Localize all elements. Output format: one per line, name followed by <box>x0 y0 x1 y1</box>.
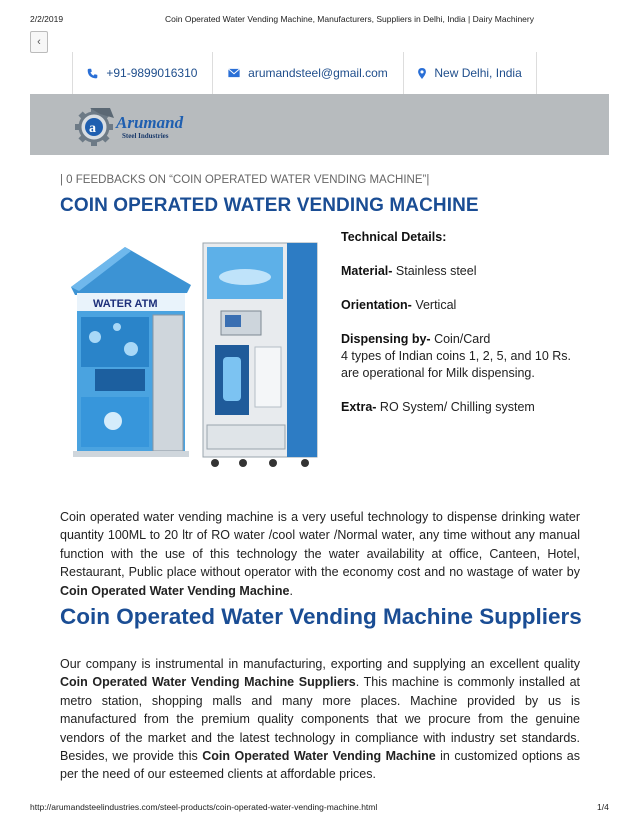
water-atm-kiosk <box>71 247 191 457</box>
dispensing-row: Dispensing by- Coin/Card 4 types of Indian coins 1, 2, 5, and 10 Rs. are operational for Milk dispensing. <box>341 332 572 380</box>
orientation-row: Orientation- Vertical <box>341 298 457 312</box>
logo-sub-text: Steel Industries <box>122 132 169 140</box>
chevron-left-icon: ‹ <box>37 36 41 48</box>
phone-number: +91-9899016310 <box>106 66 198 80</box>
contact-bar <box>72 52 537 94</box>
logo-brand-text: Arumand <box>116 113 184 132</box>
site-logo[interactable] <box>70 100 200 150</box>
tech-heading: Technical Details: <box>341 230 447 244</box>
phone-icon <box>87 68 98 79</box>
product-image <box>65 237 325 477</box>
water-atm-label: WATER ATM <box>93 298 158 310</box>
steel-vending-machine <box>203 243 317 467</box>
print-doc-title: Coin Operated Water Vending Machine, Manufacturers, Suppliers in Delhi, India | Dairy Machinery <box>165 14 534 24</box>
envelope-icon <box>228 68 240 78</box>
gear-logo-icon <box>70 100 200 150</box>
print-page-number: 1/4 <box>597 802 609 812</box>
back-button[interactable] <box>30 31 48 53</box>
svg-text:a: a <box>89 121 96 136</box>
location-text: New Delhi, India <box>434 66 522 80</box>
description-paragraph: Coin operated water vending machine is a very useful technology to dispense drinking water quantity 100ML to 20 ltr of RO water /cool water /Normal water, any time without any manual function with the use of this technology the water availability at office, Canteen, Hotel, Restaurant, Public place without operator with the economy cost and no wastage of water by Coin Operated Water Vending Machine. <box>60 510 580 598</box>
phone-contact[interactable] <box>72 52 212 94</box>
feedback-count[interactable]: | 0 FEEDBACKS ON “COIN OPERATED WATER VENDING MACHINE”| <box>60 174 430 186</box>
print-footer-url: http://arumandsteelindustries.com/steel-products/coin-operated-water-vending-machine.html <box>30 802 378 812</box>
technical-details <box>341 229 611 433</box>
page-title: COIN OPERATED WATER VENDING MACHINE <box>60 195 479 216</box>
email-contact[interactable] <box>212 52 403 94</box>
email-address: arumandsteel@gmail.com <box>248 66 388 80</box>
extra-row: Extra- RO System/ Chilling system <box>341 400 535 414</box>
map-marker-icon <box>418 68 426 79</box>
material-row: Material- Stainless steel <box>341 264 477 278</box>
suppliers-heading: Coin Operated Water Vending Machine Suppliers <box>60 604 582 629</box>
print-date: 2/2/2019 <box>30 14 64 24</box>
location-contact[interactable] <box>403 52 537 94</box>
suppliers-paragraph: Our company is instrumental in manufacturing, exporting and supplying an excellent quality Coin Operated Water Vending Machine Suppliers. This machine is commonly installed at metro station, shopping malls and many more places. Machine provided by us is manufactured from the premium quality components that we procure from the genuine vendors of the market and the latest technology in compliance with industry set standards. Besides, we provide this Coin Operated Water Vending Machine in customized options as per the need of our esteemed clients at affordable prices. <box>60 657 581 782</box>
